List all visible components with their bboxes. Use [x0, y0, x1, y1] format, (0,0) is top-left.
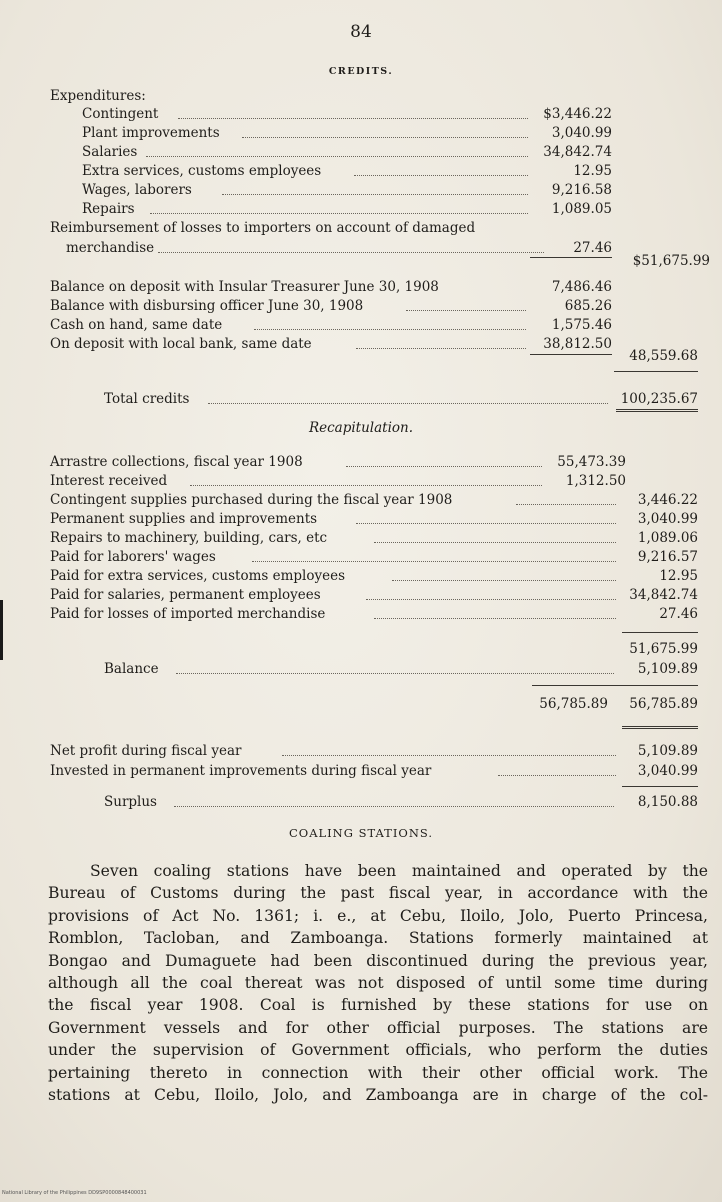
- paragraph-line: Government vessels and for other official purposes. The stations are: [48, 1018, 708, 1037]
- grand-total-rule: [532, 685, 698, 686]
- payments-subtotal: 51,675.99: [629, 641, 698, 657]
- paragraph-line: the fiscal year 1908. Coal is furnished by these stations for use on: [48, 996, 708, 1015]
- net-row: Net profit during fiscal year 5,109.89: [50, 743, 698, 759]
- dot-leader: [374, 618, 616, 619]
- balance-row: Cash on hand, same date 1,575.46: [50, 317, 612, 333]
- dot-leader: [356, 523, 616, 524]
- reimbursement-line-2: merchandise 27.46: [66, 240, 612, 256]
- dot-leader: [150, 213, 528, 214]
- dot-leader: [406, 310, 526, 311]
- expenditures-heading: Expenditures:: [50, 88, 146, 104]
- expenditures-total: $51,675.99: [632, 253, 710, 269]
- balance-row: On deposit with local bank, same date 38,812.50: [50, 336, 612, 352]
- recap-payment-row: Paid for laborers' wages 9,216.57: [50, 549, 698, 565]
- footer-credit: National Library of the Philippines DD9SP0000848400031: [2, 1190, 147, 1196]
- recap-payment-row: Repairs to machinery, building, cars, etc 1,089.06: [50, 530, 698, 546]
- recap-payment-row: Paid for extra services, customs employees 12.95: [50, 568, 698, 584]
- dot-leader: [178, 118, 528, 119]
- dot-leader: [190, 485, 542, 486]
- subtotal-rule: [622, 632, 698, 633]
- credits-caption: CREDITS.: [328, 66, 394, 77]
- credit-item-row: Plant improvements 3,040.99: [82, 125, 612, 141]
- dot-leader: [516, 504, 616, 505]
- balances-total: 48,559.68: [629, 348, 698, 364]
- balance-row: Balance on deposit with Insular Treasurer June 30, 1908 7,486.46: [50, 279, 612, 295]
- credit-item-row: Salaries 34,842.74: [82, 144, 612, 160]
- recap-payment-row: Permanent supplies and improvements 3,040.99: [50, 511, 698, 527]
- dot-leader: [158, 252, 544, 253]
- paragraph-line: although all the coal thereat was not disposed of until some time during: [48, 974, 708, 993]
- paragraph-line: under the supervision of Government officials, who perform the duties: [48, 1041, 708, 1060]
- dot-leader: [356, 348, 526, 349]
- paragraph-line: Bongao and Dumaguete had been discontinued during the previous year,: [48, 951, 708, 970]
- surplus-row: Surplus 8,150.88: [104, 794, 698, 810]
- dot-leader: [242, 137, 528, 138]
- paragraph-line: stations at Cebu, Iloilo, Jolo, and Zamboanga are in charge of the col-: [48, 1086, 708, 1105]
- paragraph-line: Bureau of Customs during the past fiscal year, in accordance with the: [48, 884, 708, 903]
- dot-leader: [498, 775, 616, 776]
- paragraph-line: pertaining thereto in connection with their other official work. The: [48, 1063, 708, 1082]
- dot-leader: [282, 755, 616, 756]
- double-rule: [616, 409, 698, 412]
- credit-item-row: Wages, laborers 9,216.58: [82, 182, 612, 198]
- recap-payment-row: Contingent supplies purchased during the fiscal year 1908 3,446.22: [50, 492, 698, 508]
- subtotal-rule: [622, 786, 698, 787]
- dot-leader: [254, 329, 526, 330]
- page-edge-shadow: [0, 600, 3, 660]
- dot-leader: [354, 175, 528, 176]
- dot-leader: [176, 673, 614, 674]
- subtotal-rule: [530, 354, 612, 355]
- paragraph-line: Seven coaling stations have been maintained and operated by the: [90, 862, 708, 880]
- recap-payment-row: Paid for losses of imported merchandise 27.46: [50, 606, 698, 622]
- credit-item-row: Contingent $3,446.22: [82, 106, 612, 122]
- paragraph-line: provisions of Act No. 1361; i. e., at Cebu, Iloilo, Jolo, Puerto Princesa,: [48, 906, 708, 925]
- total-rule: [614, 371, 698, 372]
- paragraph-line: Romblon, Tacloban, and Zamboanga. Stations formerly maintained at: [48, 929, 708, 948]
- dot-leader: [252, 561, 616, 562]
- recap-receipt-row: Interest received 1,312.50: [50, 473, 626, 489]
- balance-row: Balance 5,109.89: [104, 661, 698, 677]
- dot-leader: [222, 194, 528, 195]
- dot-leader: [208, 403, 608, 404]
- total-credits-row: Total credits 100,235.67: [104, 391, 698, 407]
- coaling-title: COALING STATIONS.: [288, 826, 434, 840]
- dot-leader: [174, 806, 614, 807]
- recap-payment-row: Paid for salaries, permanent employees 34,842.74: [50, 587, 698, 603]
- reimbursement-line-1: Reimbursement of losses to importers on account of damaged: [50, 220, 476, 236]
- net-row: Invested in permanent improvements during fiscal year 3,040.99: [50, 763, 698, 779]
- recap-receipt-row: Arrastre collections, fiscal year 1908 55,473.39: [50, 454, 626, 470]
- grand-total-row: 56,785.89 56,785.89: [539, 696, 698, 712]
- dot-leader: [374, 542, 616, 543]
- balance-row: Balance with disbursing officer June 30, 1908 685.26: [50, 298, 612, 314]
- credit-item-row: Extra services, customs employees 12.95: [82, 163, 612, 179]
- dot-leader: [366, 599, 616, 600]
- subtotal-rule: [530, 257, 612, 258]
- dot-leader: [392, 580, 616, 581]
- dot-leader: [146, 156, 528, 157]
- dot-leader: [346, 466, 542, 467]
- coaling-paragraph: [48, 860, 708, 1106]
- recap-title: Recapitulation.: [308, 420, 414, 436]
- double-rule: [622, 726, 698, 729]
- credit-item-row: Repairs 1,089.05: [82, 201, 612, 217]
- page-number: 84: [350, 22, 372, 42]
